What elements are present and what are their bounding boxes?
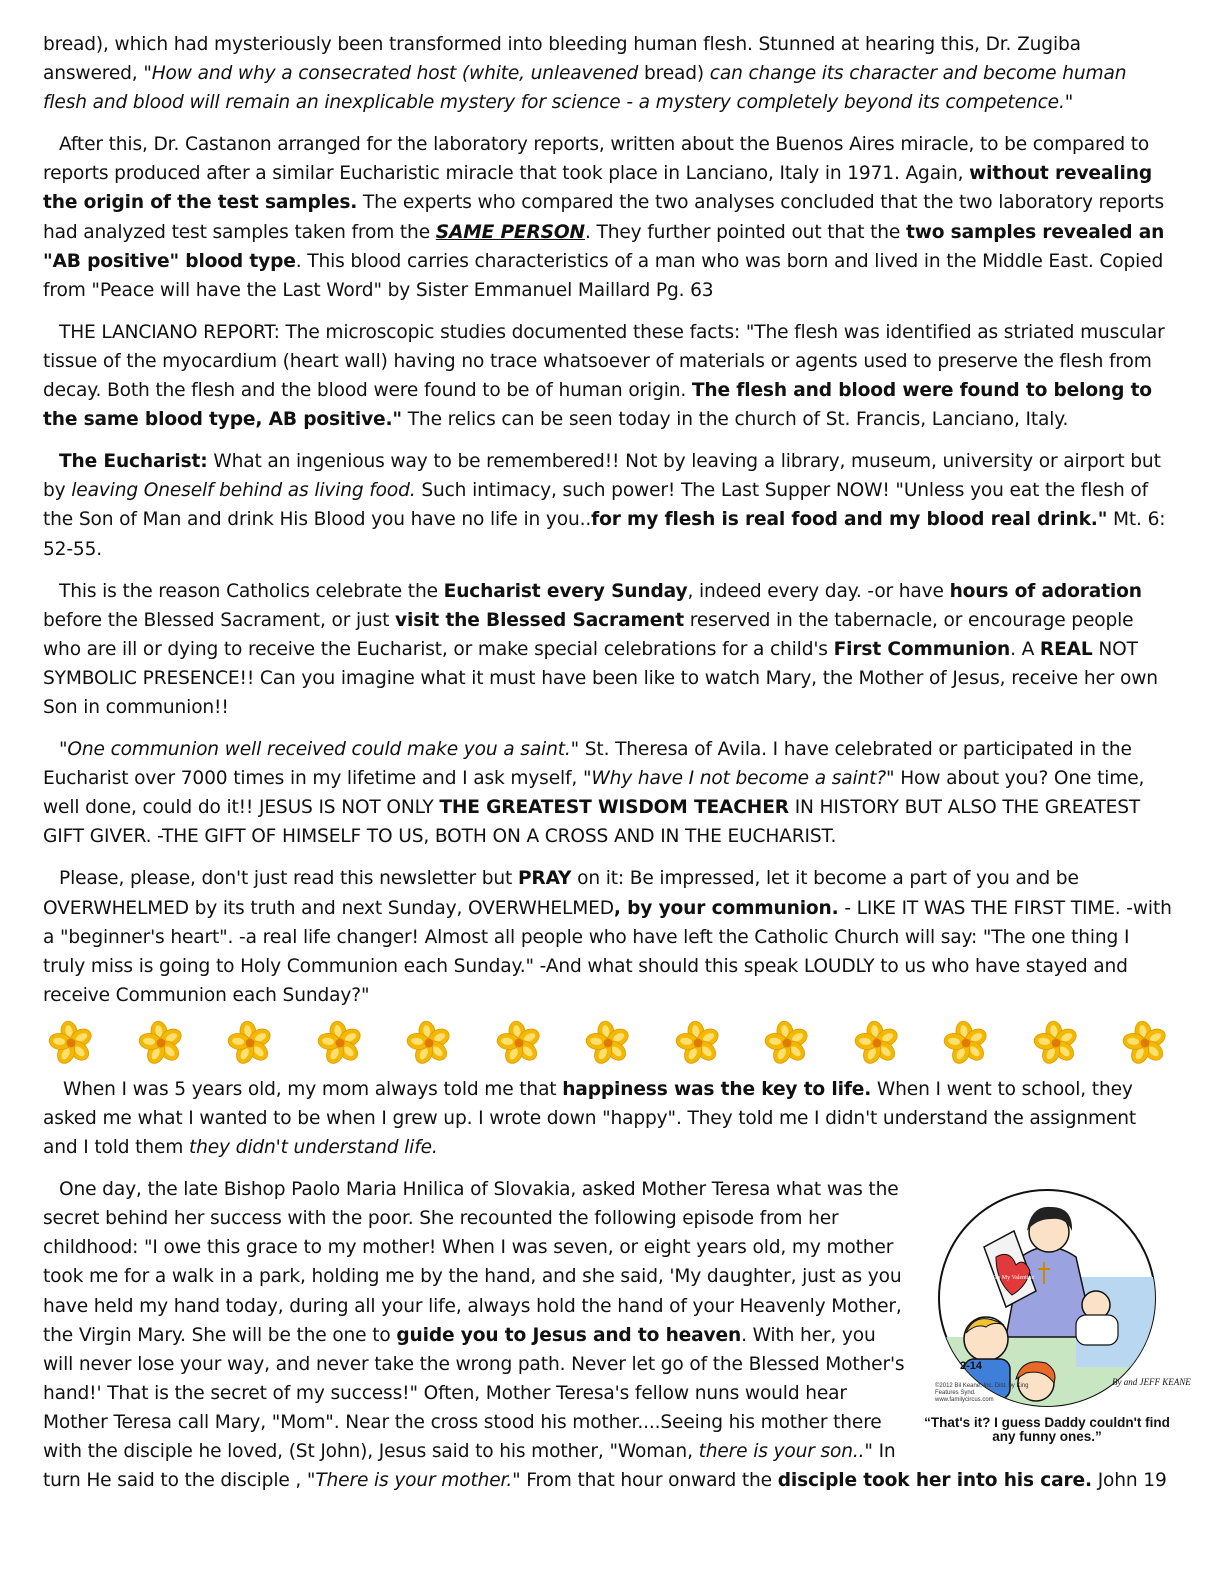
flower-divider [43, 1017, 1173, 1069]
paragraph-catholics-celebrate: This is the reason Catholics celebrate the Eucharist every Sunday, indeed every day. -or have hours of adoration before the Blessed Sacrament, or just visit the Blessed Sacrament reserved in the tabernacle, or encourage people who are ill or dying to receive the Eucharist, or make special celebrations for a child's First Communion. A REAL NOT SYMBOLIC PRESENCE!! Can you imagine what it must have been like to watch Mary, the Mother of Jesus, receive her own Son in communion!! [43, 580, 1158, 718]
comic-date: 2-14 [960, 1360, 983, 1373]
comic-panel-illustration [926, 1187, 1191, 1409]
flower-icon [495, 1019, 543, 1067]
paragraph-castanon: After this, Dr. Castanon arranged for the laboratory reports, written about the Buenos Aires miracle, to be compared to reports produced after a similar Eucharistic miracle that took place in Lanciano, Italy in 1971. Again, without revealing the origin of the test samples. The experts who compared the two analyses concluded that the two laboratory reports had analyzed test samples taken from the SAME PERSON. They further pointed out that the two samples revealed an "AB positive" blood type. This blood carries characteristics of a man who was born and lived in the Middle East. Copied from "Peace will have the Last Word" by Sister Emmanuel Maillard Pg. 63 [43, 134, 1165, 301]
paragraph-lanciano-report: THE LANCIANO REPORT: The microscopic studies documented these facts: "The flesh was identified as striated muscular tissue of the myocardium (heart wall) having no trace whatsoever of materials or agents used to preserve the flesh from decay. Both the flesh and the blood were found to be of human origin. The flesh and blood were found to belong to the same blood type, AB positive." The relics can be seen today in the church of St. Francis, Lanciano, Italy. [43, 321, 1165, 431]
paragraph-happiness: When I was 5 years old, my mom always told me that happiness was the key to life. When I went to school, they asked me what I wanted to be when I grew up. I wrote down "happy". They told me I didn't understand the assignment and I told them they didn't understand life. [43, 1078, 1137, 1159]
flower-icon [137, 1019, 185, 1067]
paragraph-one-communion: "One communion well received could make you a saint." St. Theresa of Avila. I have celebrated or participated in the Eucharist over 7000 times in my lifetime and I ask myself, "Why have I not become a saint?" How about you? One time, well done, could do it!! JESUS IS NOT ONLY THE GREATEST WISDOM TEACHER IN HISTORY BUT ALSO THE GREATEST GIFT GIVER. -THE GIFT OF HIMSELF TO US, BOTH ON A CROSS AND IN THE EUCHARIST. [43, 739, 1145, 848]
paragraph-eucharist: The Eucharist: What an ingenious way to be remembered!! Not by leaving a library, museum, university or airport but by leaving Oneself behind as living food. Such intimacy, such power! The Last Supper NOW! "Unless you eat the flesh of the Son of Man and drink His Blood you have no life in you..for my flesh is real food and my blood real drink." Mt. 6: 52-55. [43, 451, 1166, 560]
flower-icon [316, 1019, 364, 1067]
paragraph-mother-teresa: One day, the late Bishop Paolo Maria Hnilica of Slovakia, asked Mother Teresa what was the secret behind her success with the poor. She recounted the following episode from her childhood: "I owe this grace to my mother! When I was seven, or eight years old, my mother took me for a walk in a park, holding me by the hand, and she said, 'My daughter, just as you have held my hand today, during all your life, always hold the hand of your Heavenly Mother, the Virgin Mary. She will be the one to guide you to Jesus and to heaven. With her, you will never lose your way, and never take the wrong path. Never let go of the Blessed Mother's hand!' That is the secret of my success!" Often, Mother Teresa's fellow nuns would hear Mother Teresa call Mary, "Mom". Near the cross stood his mother....Seeing his mother there with the disciple he loved, (St John), Jesus said to his mother, "Woman, there is your son.." In turn He said to the disciple , "There is your mother." From that hour onward the disciple took her into his care. John 19 [43, 1179, 1167, 1492]
flower-icon [47, 1019, 95, 1067]
flower-icon [1121, 1019, 1169, 1067]
newsletter-page [43, 30, 1191, 1508]
flower-icon [763, 1019, 811, 1067]
flower-icon [674, 1019, 722, 1067]
flower-icon [584, 1019, 632, 1067]
flower-icon [405, 1019, 453, 1067]
paragraph-zugiba: bread), which had mysteriously been transformed into bleeding human flesh. Stunned at hearing this, Dr. Zugiba answered, "How and why a consecrated host (white, unleavened bread) can change its character and become human flesh and blood will remain an inexplicable mystery for science - a mystery completely beyond its competence." [43, 34, 1127, 114]
flower-icon [942, 1019, 990, 1067]
comic-caption: “That's it? I guess Daddy couldn't find any funny ones.” [924, 1415, 1170, 1445]
comic-copyright: ©2012 Bil Keane, Inc. Dist. by King Features Synd. www.familycircus.com [935, 1383, 1029, 1404]
card-text: To My Valentine [994, 1275, 1035, 1282]
comic-signature: By and JEFF KEANE [1112, 1377, 1191, 1388]
flower-icon [1032, 1019, 1080, 1067]
paragraph-please-pray: Please, please, don't just read this newsletter but PRAY on it: Be impressed, let it become a part of you and be OVERWHELMED by its truth and next Sunday, OVERWHELMED, by your communion. - LIKE IT WAS THE FIRST TIME. -with a "beginner's heart". -a real life changer! Almost all people who have left the Catholic Church will say: "The one thing I truly miss is going to Holy Communion each Sunday." -And what should this speak LOUDLY to us who have stayed and receive Communion each Sunday?" [43, 868, 1172, 1006]
flower-icon [853, 1019, 901, 1067]
family-circus-comic [921, 1187, 1191, 1445]
flower-icon [226, 1019, 274, 1067]
